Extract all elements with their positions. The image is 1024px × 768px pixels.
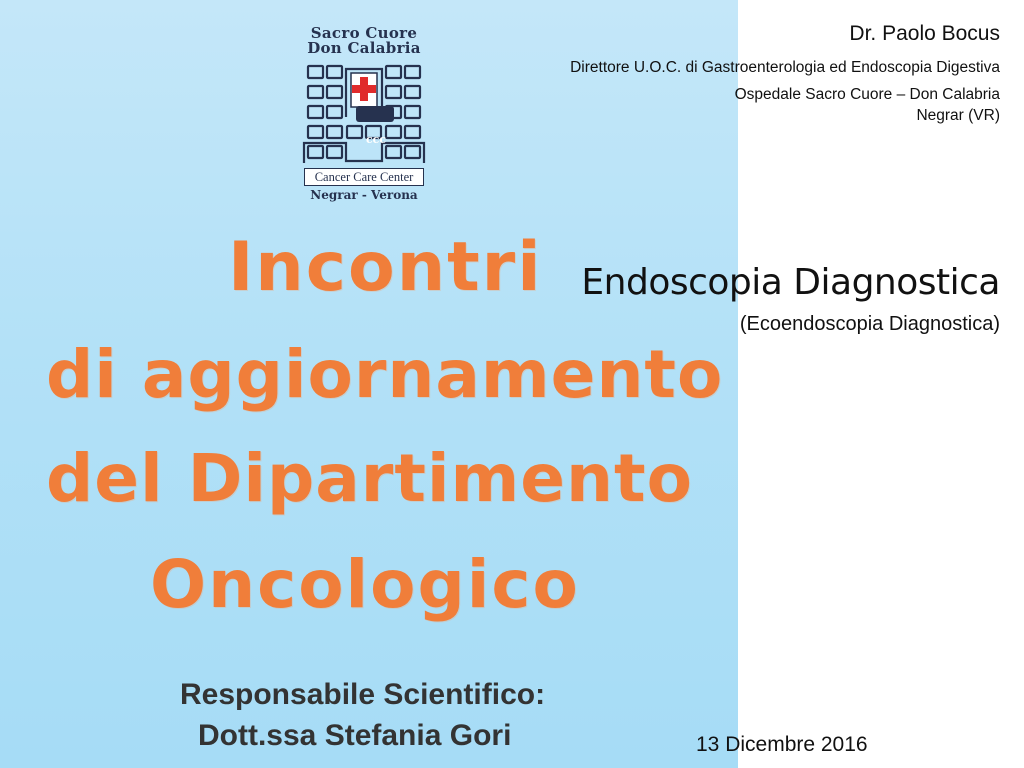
speaker-role: Direttore U.O.C. di Gastroenterologia ed Endoscopia Digestiva (570, 59, 1000, 76)
talk-subtitle: (Ecoendoscopia Diagnostica) (739, 313, 1000, 335)
hospital-logo (302, 26, 426, 204)
talk-title: Endoscopia Diagnostica (581, 262, 1000, 303)
talk-date: 13 Dicembre 2016 (696, 733, 868, 756)
event-title-line-3: del Dipartimento (46, 440, 693, 517)
responsabile-name: Dott.ssa Stefania Gori (198, 719, 512, 752)
event-title-line-4: Oncologico (150, 546, 580, 623)
speaker-name: Dr. Paolo Bocus (849, 22, 1000, 45)
hospital-name: Ospedale Sacro Cuore – Don Calabria (734, 86, 1000, 103)
logo-cancer-care-center: Cancer Care Center (304, 168, 424, 186)
logo-title (302, 26, 426, 56)
event-title-line-1: Incontri (228, 228, 543, 307)
logo-ccc-badge: ccc (365, 133, 387, 146)
responsabile-label: Responsabile Scientifico: (180, 678, 546, 711)
hospital-location: Negrar (VR) (916, 107, 1000, 124)
logo-title-line-2: Don Calabria (307, 39, 421, 57)
event-title-line-2: di aggiornamento (46, 336, 724, 413)
logo-building-icon (302, 61, 426, 165)
logo-title-line-1: Sacro Cuore (310, 24, 418, 42)
logo-place: Negrar - Verona (310, 188, 418, 202)
